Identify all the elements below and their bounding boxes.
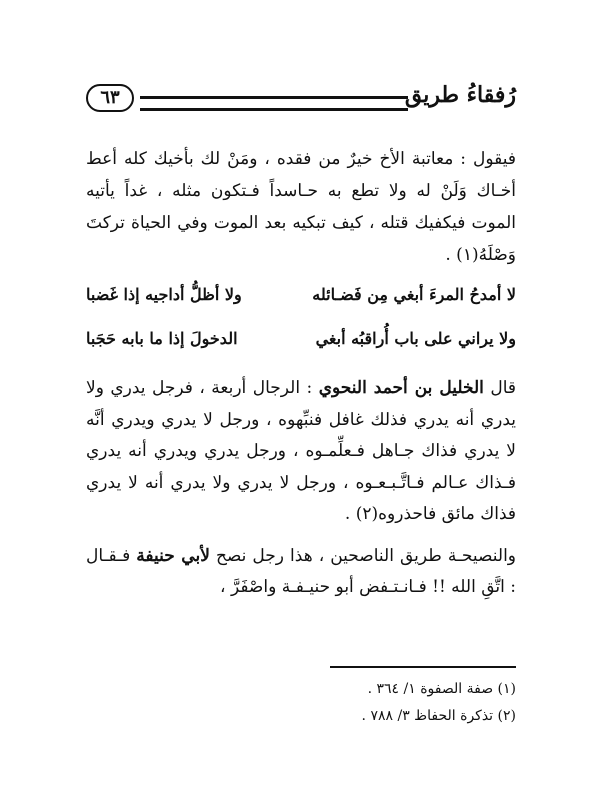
main-text xyxy=(86,143,516,603)
verse-2-second-hemistich: الدخولَ إذا ما بابه حَجَبا xyxy=(86,329,238,348)
paragraph-1: فيقول : معاتبة الأخ خيرٌ من فقده ، ومَنْ لك بأخيك كله أعط أخـاك وَلَنْ له ولا تطع به حـاسداً فـتكون مثله ، غداً يأتيه الموت فيكفيك قتله ، كيف تبكيه بعد الموت وفي الحياة تركتَ وَصْلَهُ(١) . xyxy=(86,149,516,265)
paragraph-2-text: : الرجال أربعة ، فرجل يدري ولا يدري أنه يدري فذلك غافل فنبِّهوه ، ورجل لا يدري ويدري أنَّه لا يدري فذاك جـاهل فـعلِّمـوه ، ورجل يدري ويدري أنه يدري فـذاك عـالم فـاتَّـبـعـوه ، ورجل لا يدري ولا يدري أنه لا يدري فذاك مائق فاحذروه(٢) . xyxy=(86,378,516,524)
paragraph-2 xyxy=(86,373,516,531)
footnotes xyxy=(86,676,516,730)
page-header xyxy=(86,80,516,120)
verse-2-first-hemistich: ولا يراني على باب أُراقبُه أبغي xyxy=(315,329,516,348)
page-number: ٦٣ xyxy=(86,84,134,112)
running-title: رُفقاءُ طريق xyxy=(404,82,516,108)
footnote-1: (١) صفة الصفوة ١/ ٣٦٤ . xyxy=(367,681,516,697)
paragraph-3-lead: والنصيحـة طريق الناصحين ، هذا رجل نصح xyxy=(209,545,517,566)
header-double-rule xyxy=(140,96,408,111)
paragraph-3 xyxy=(86,541,516,603)
paragraph-3-text: فـقـال : اتَّقِ الله !! فـانـتـفض أبو حنيـفـة واصْفَرَّ ، xyxy=(86,545,516,597)
poem-verses xyxy=(86,277,516,365)
footnote-2: (٢) تذكرة الحفاظ ٣/ ٧٨٨ . xyxy=(361,708,516,724)
scholar-name-abu-hanifa: لأبي حنيفة xyxy=(136,545,210,566)
footnote-separator xyxy=(330,666,516,668)
verse-1-second-hemistich: ولا أظلُّ أداجيه إذا غَضبا xyxy=(86,285,242,304)
verse-1-first-hemistich: لا أمدحُ المرءَ أبغي مِن فَضـائله xyxy=(312,285,516,304)
scholar-name-khalil: الخليل بن أحمد النحوي xyxy=(318,378,484,398)
paragraph-2-lead: قال xyxy=(483,378,517,398)
